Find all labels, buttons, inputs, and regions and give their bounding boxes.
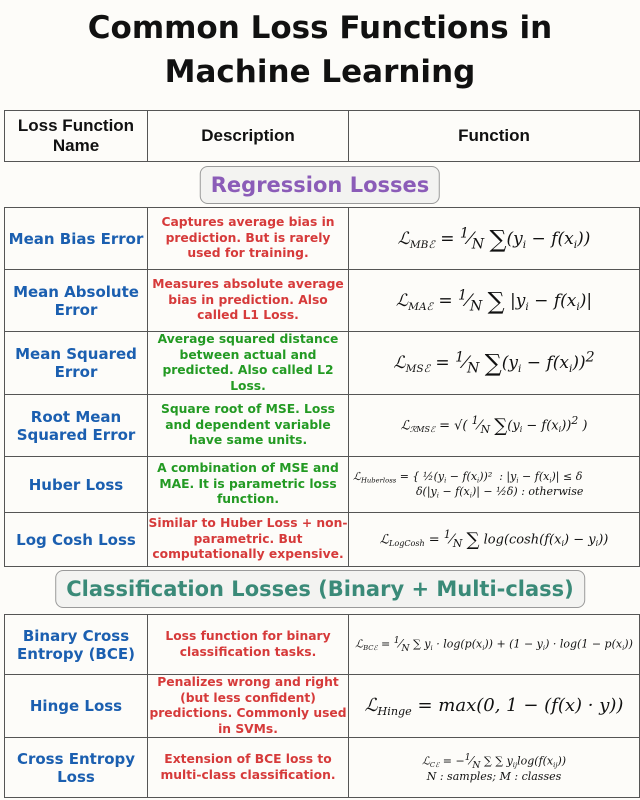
loss-name: Mean Bias Error (5, 208, 148, 270)
title-line-1: Common Loss Functions in (87, 10, 553, 46)
loss-name: Cross Entropy Loss (5, 738, 148, 798)
loss-formula: ℒ$_{MSℰ}$ = $^1⁄_N$ $\sum(y_i - f(x_i))^2$ (349, 332, 640, 395)
loss-formula: ℒ$_{BCℰ}$ = $^1⁄_N$ ∑ $y_i \cdot \log(p(x_i)) + (1 - y_i) \cdot \log(1 - p(x_i))$ (349, 615, 640, 675)
loss-name: Hinge Loss (5, 675, 148, 738)
header-table (4, 110, 640, 162)
loss-formula: ℒ$_{Cℰ}$ = $-^1⁄_N$ ∑ ∑ $y_{ij}\log(f(x_{ij}))$ N : samples; M : classes (349, 738, 640, 798)
loss-description: Extension of BCE loss to multi-class classification. (148, 738, 349, 798)
loss-name: Binary Cross Entropy (BCE) (5, 615, 148, 675)
loss-formula: ℒ$_{Huberloss}$ = { $\frac{1}{2}(y_i - f(x_i))^2$ : $|y_i - f(x_i)| \le \delta$ $\delta(|y_i - f(x_i)|$ − ½δ) : otherwise (349, 457, 640, 513)
loss-formula: ℒ$_{Hinge}$ = max(0, 1 − (f(x) · y)) (349, 675, 640, 738)
loss-description: Loss function for binary classification tasks. (148, 615, 349, 675)
header-function: Function (349, 111, 640, 162)
loss-formula: ℒ$_{MAℰ}$ = $^1⁄_N$ ∑ $|y_i - f(x_i)|$ (349, 270, 640, 332)
table-row (5, 615, 640, 675)
loss-name: Mean Absolute Error (5, 270, 148, 332)
loss-formula: ℒ$_{ℛMSℰ}$ = √( $^1⁄_N$ $\sum(y_i - f(x_i))^2$ ) (349, 395, 640, 457)
regression-table (4, 207, 640, 567)
table-row (5, 270, 640, 332)
loss-name: Log Cosh Loss (5, 513, 148, 567)
page-title (0, 6, 640, 94)
loss-name: Root Mean Squared Error (5, 395, 148, 457)
loss-description: Similar to Huber Loss + non-parametric. But computationally expensive. (148, 513, 349, 567)
loss-name: Mean Squared Error (5, 332, 148, 395)
title-line-2: Machine Learning (164, 54, 476, 90)
table-row (5, 395, 640, 457)
loss-description: Measures absolute average bias in prediction. Also called L1 Loss. (148, 270, 349, 332)
table-row (5, 738, 640, 798)
section-classification: Classification Losses (Binary + Multi-class) (55, 570, 585, 608)
loss-formula: ℒ$_{MBℰ}$ = $^1⁄_N$ $\sum(y_i - f(x_i))$ (349, 208, 640, 270)
loss-formula: ℒ$_{LogCosh}$ = $^1⁄_N$ ∑ $\log(\cosh(f(x_i) - y_i))$ (349, 513, 640, 567)
header-description: Description (148, 111, 349, 162)
table-row (5, 332, 640, 395)
loss-description: A combination of MSE and MAE. It is parametric loss function. (148, 457, 349, 513)
classification-table (4, 614, 640, 798)
table-row (5, 457, 640, 513)
loss-description: Captures average bias in prediction. But is rarely used for training. (148, 208, 349, 270)
section-regression: Regression Losses (200, 166, 440, 204)
loss-description: Square root of MSE. Loss and dependent variable have same units. (148, 395, 349, 457)
table-row (5, 513, 640, 567)
table-row (5, 675, 640, 738)
loss-description: Penalizes wrong and right (but less confident) predictions. Commonly used in SVMs. (149, 675, 347, 736)
header-name: Loss Function Name (5, 111, 148, 162)
loss-name: Huber Loss (5, 457, 148, 513)
table-row (5, 208, 640, 270)
loss-description: Average squared distance between actual and predicted. Also called L2 Loss. (148, 332, 349, 395)
